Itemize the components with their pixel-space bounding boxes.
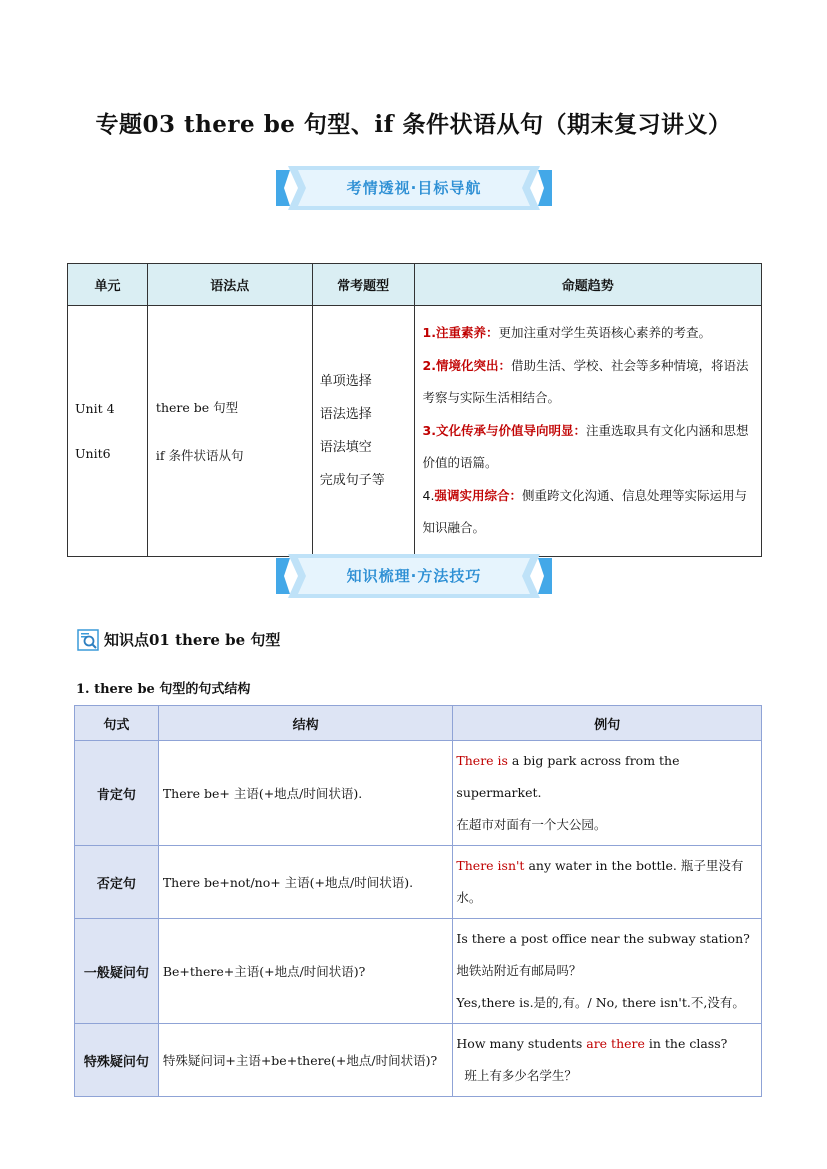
- header-cell: 语法点: [147, 264, 312, 306]
- sentence-type: 肯定句: [75, 741, 159, 846]
- example-cell: [453, 1024, 762, 1097]
- structure-cell: There be+ 主语(+地点/时间状语).: [158, 741, 453, 846]
- table-row: [75, 919, 762, 1024]
- trend-label: 1.注重素养：: [422, 325, 499, 341]
- sentence-type: 一般疑问句: [75, 919, 159, 1024]
- header-cell: 常考题型: [312, 264, 414, 306]
- trend-prefix: 4.: [422, 487, 435, 503]
- sentence-type: 特殊疑问句: [75, 1024, 159, 1097]
- trend-item: [423, 317, 753, 350]
- trend-item: [423, 480, 753, 545]
- knowledge-point-heading: [76, 626, 280, 654]
- example-line: [456, 745, 758, 809]
- trend-item: [423, 415, 753, 480]
- structure-cell: Be+there+主语(+地点/时间状语)?: [158, 919, 453, 1024]
- grammar-point: there be 句型: [155, 400, 239, 415]
- unit-label: Unit6: [75, 446, 111, 461]
- example-cell: [453, 741, 762, 846]
- question-type: 语法填空: [319, 440, 372, 455]
- question-type: 单项选择: [319, 374, 372, 389]
- structure-table: [74, 705, 762, 1097]
- header-cell: 例句: [453, 706, 762, 741]
- example-line: Is there a post office near the subway station?: [456, 931, 750, 946]
- banner-label: 考情透视·目标导航: [346, 179, 482, 197]
- table-row: [75, 741, 762, 846]
- section-banner-knowledge: [276, 554, 552, 598]
- trend-label: 强调实用综合：: [434, 487, 522, 503]
- structure-header-row: [75, 706, 762, 741]
- trend-text: 注重选取具有文化内涵和思想价值的语篇。: [422, 422, 749, 471]
- trend-label: 3.文化传承与价值导向明显：: [422, 422, 586, 438]
- overview-table: [67, 263, 762, 557]
- trend-text: 侧重跨文化沟通、信息处理等实际运用与知识融合。: [422, 487, 747, 536]
- overview-header-row: [68, 264, 762, 306]
- banner-label: 知识梳理·方法技巧: [346, 567, 482, 585]
- page-title: 专题03 there be 句型、if 条件状语从句（期末复习讲义）: [95, 111, 732, 138]
- example-line: 班上有多少名学生？: [456, 1068, 577, 1083]
- example-cell: [453, 919, 762, 1024]
- section-banner-overview: [276, 166, 552, 210]
- highlight: are there: [586, 1036, 645, 1051]
- question-types-cell: [312, 306, 414, 557]
- trends-cell: [414, 306, 761, 557]
- knowledge-point-title: 知识点01 there be 句型: [104, 631, 281, 649]
- example-line: Yes,there is.是的,有。/ No, there isn't.不,没有。: [456, 995, 745, 1010]
- header-cell: 句式: [75, 706, 159, 741]
- header-cell: 命题趋势: [414, 264, 761, 306]
- table-row: [75, 846, 762, 919]
- grammar-point: if 条件状语从句: [155, 448, 244, 463]
- question-type: 完成句子等: [319, 473, 385, 488]
- structure-cell: There be+not/no+ 主语(+地点/时间状语).: [158, 846, 453, 919]
- section-subtitle: 1. there be 句型的句式结构: [76, 682, 251, 697]
- trend-item: [423, 350, 753, 415]
- trend-label: 2.情境化突出：: [422, 357, 511, 373]
- magnifier-document-icon: [76, 628, 100, 652]
- highlight: There isn't: [456, 858, 525, 873]
- header-cell: 单元: [68, 264, 148, 306]
- example-line: [456, 850, 758, 914]
- highlight: There is: [456, 753, 508, 768]
- trend-text: 更加注重对学生英语核心素养的考查。: [498, 325, 711, 341]
- example-cell: [453, 846, 762, 919]
- example-line: 地铁站附近有邮局吗？: [456, 963, 582, 978]
- table-row: [75, 1024, 762, 1097]
- example-line: 在超市对面有一个大公园。: [456, 817, 607, 832]
- overview-body-row: [68, 306, 762, 557]
- units-cell: [68, 306, 148, 557]
- unit-label: Unit 4: [75, 401, 115, 416]
- example-text: How many students: [456, 1036, 587, 1051]
- example-text: any water in the bottle. 瓶子里没有水。: [456, 858, 744, 905]
- header-cell: 结构: [158, 706, 453, 741]
- grammar-points-cell: [147, 306, 312, 557]
- example-text: in the class?: [644, 1036, 728, 1051]
- sentence-type: 否定句: [75, 846, 159, 919]
- structure-cell: 特殊疑问词+主语+be+there(+地点/时间状语)?: [158, 1024, 453, 1097]
- example-line: [456, 1028, 758, 1060]
- question-type: 语法选择: [319, 407, 372, 422]
- example-text: a big park across from the supermarket.: [456, 753, 680, 800]
- trend-text: 借助生活、学校、社会等多种情境，将语法考察与实际生活相结合。: [422, 357, 749, 406]
